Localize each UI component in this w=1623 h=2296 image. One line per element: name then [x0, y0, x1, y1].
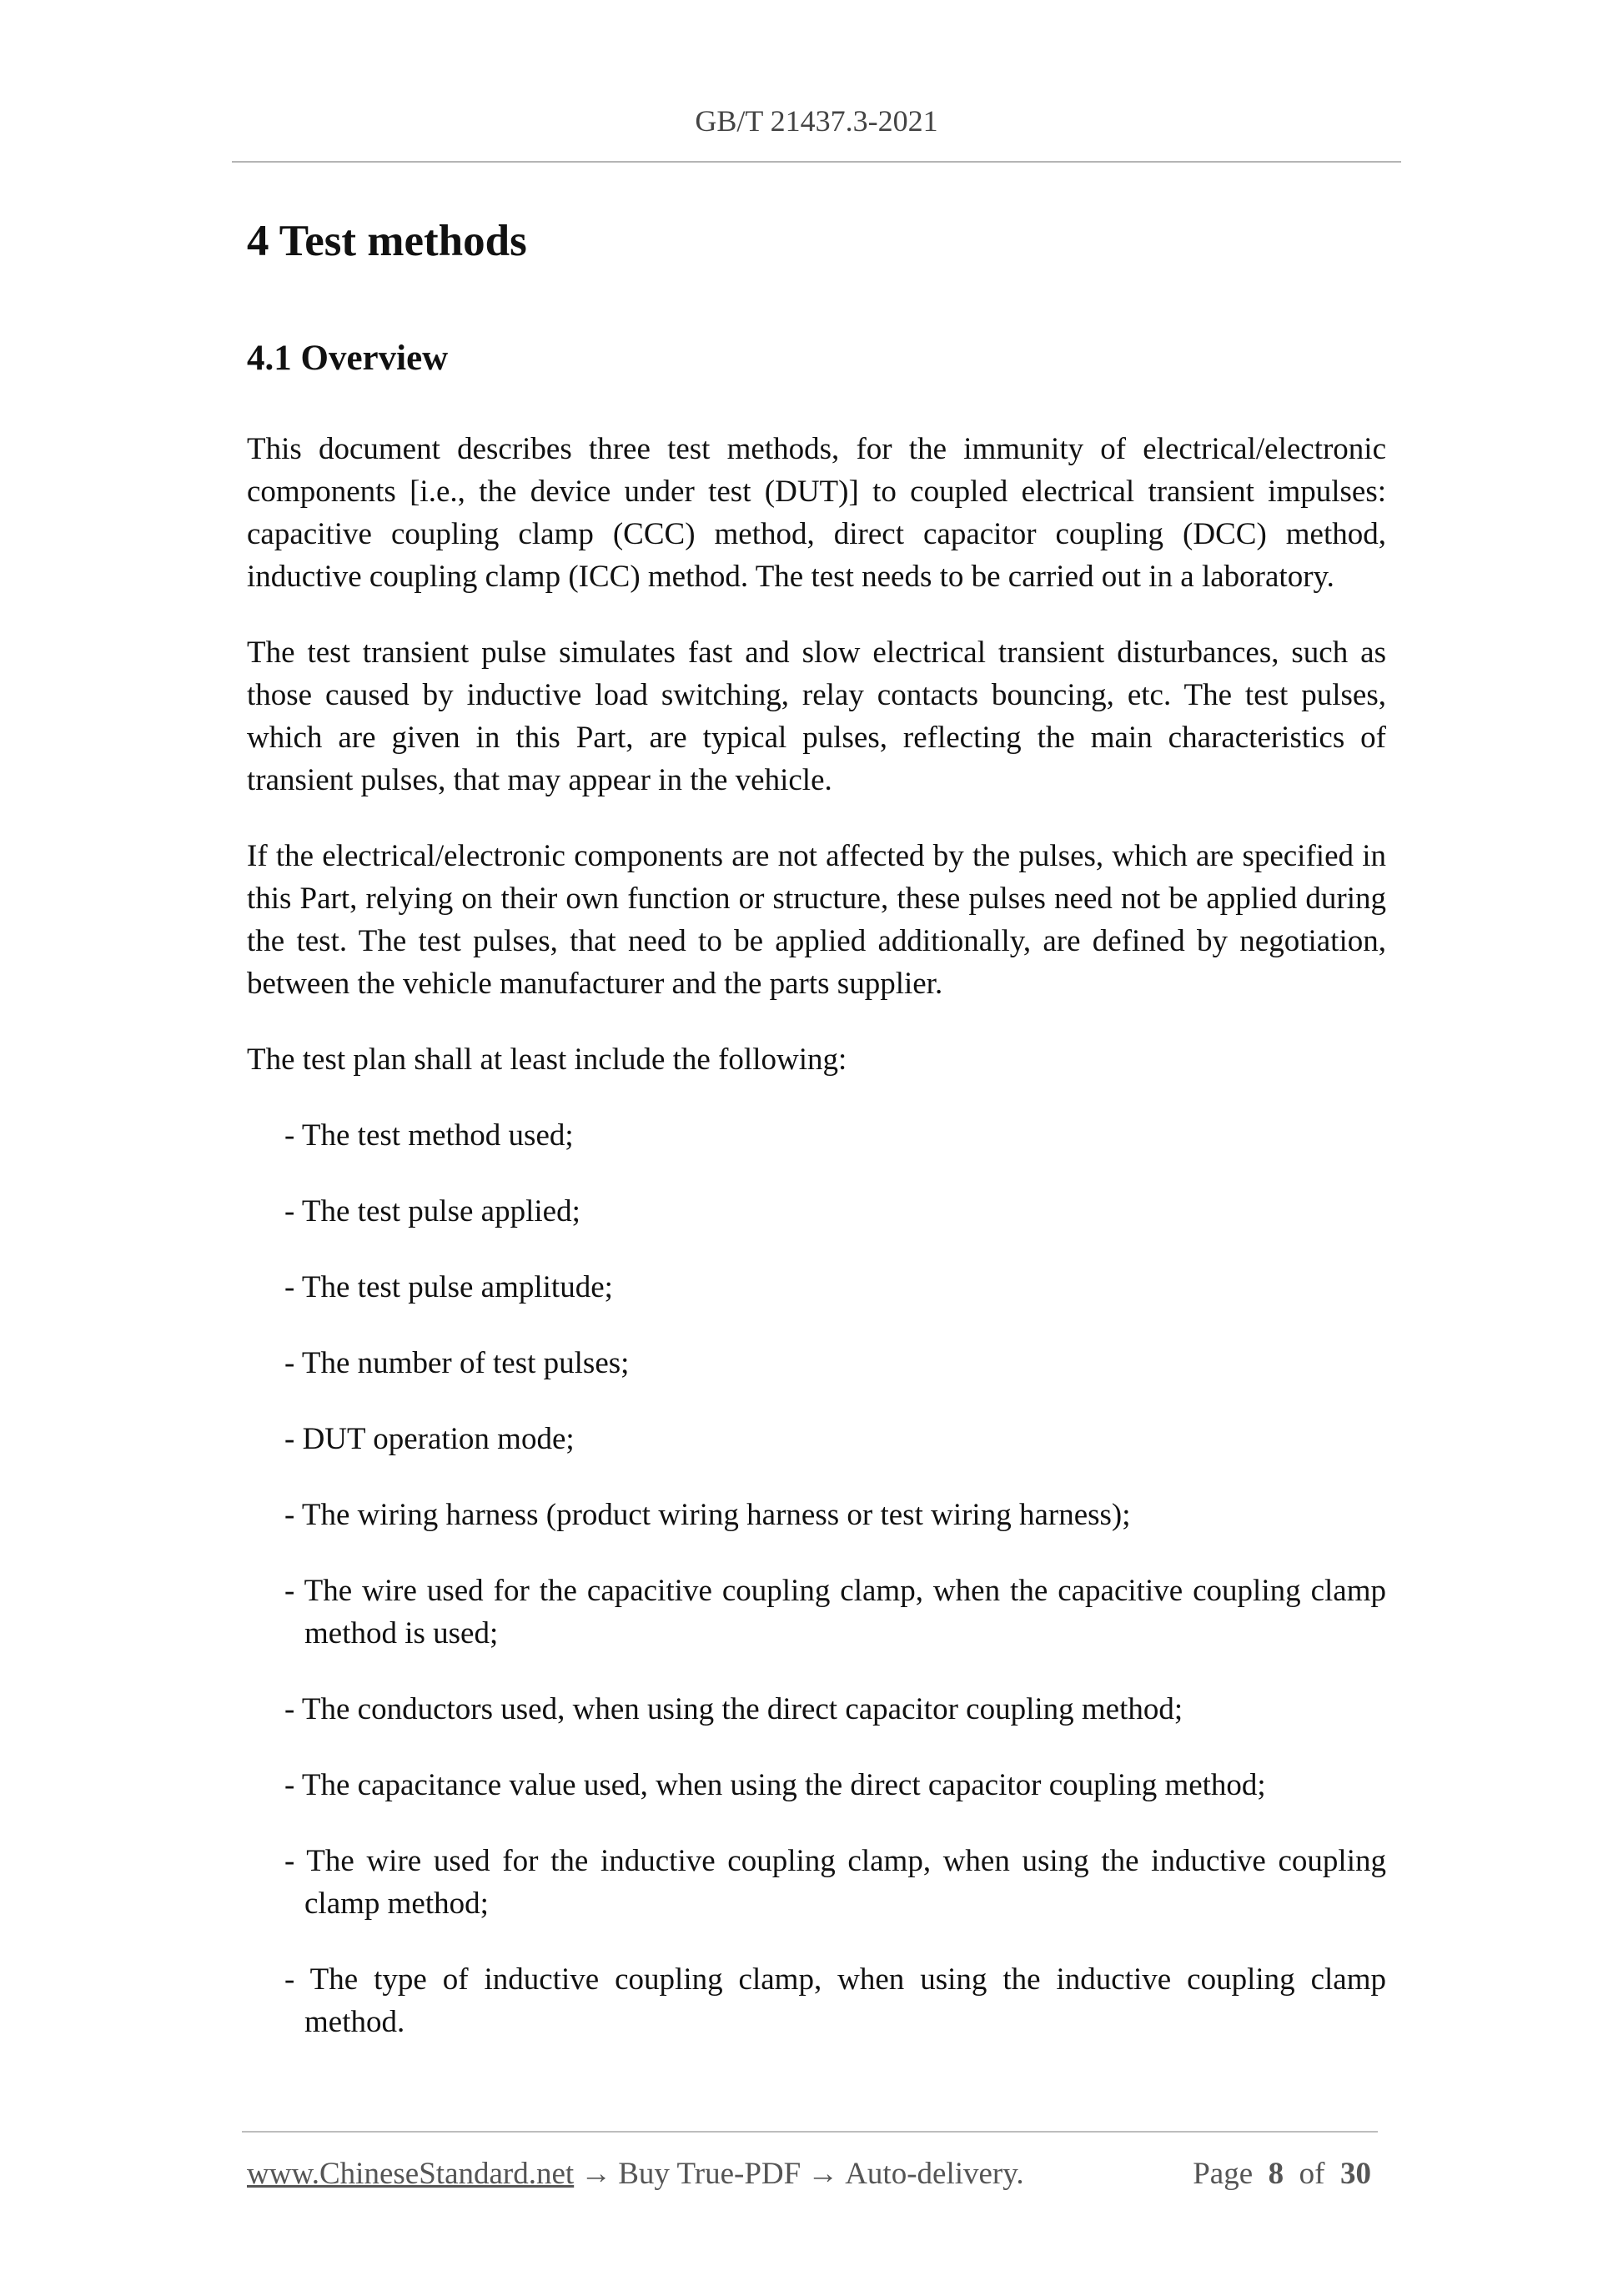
page-footer [247, 2153, 1378, 2195]
page-number [1193, 2153, 1371, 2195]
overview-paragraph-2: The test transient pulse simulates fast and slow electrical transient disturbances, such as those caused by inductive load switching, relay contacts bouncing, etc. The test pulses, which are given in this Part, are typical pulses, reflecting the main characteristics of transient pulses, that may appear in the vehicle. [247, 636, 1386, 798]
list-item: - The capacitance value used, when using the direct capacitor coupling method; [284, 1768, 1266, 1803]
overview-paragraph-3: If the electrical/electronic components are not affected by the pulses, which are specified in this Part, relying on their own function or structure, these pulses need not be applied during the test. The test pulses, that need to be applied additionally, are defined by negotiation, between the vehicle manufacturer and the parts supplier. [247, 839, 1386, 1002]
header-divider [232, 161, 1401, 163]
list-item: - The test pulse amplitude; [284, 1270, 613, 1305]
list-item: - The conductors used, when using the direct capacitor coupling method; [284, 1692, 1183, 1727]
overview-paragraph-1: This document describes three test methods, for the immunity of electrical/electronic components [i.e., the device under test (DUT)] to coupled electrical transient impulses: capacitive coupling clamp (CCC) method, direct capacitor coupling (DCC) method, inductive coupling clamp (ICC) method. The test needs to be carried out in a laboratory. [247, 432, 1386, 595]
section-title: 4 Test methods [247, 217, 527, 265]
list-item: - The wire used for the capacitive coupling clamp, when the capacitive coupling clamp method is used; [284, 1574, 1386, 1651]
list-item: - DUT operation mode; [284, 1422, 575, 1457]
list-item: - The wiring harness (product wiring harness or test wiring harness); [284, 1498, 1131, 1533]
buy-pdf-text: Buy True-PDF [618, 2157, 801, 2191]
site-link[interactable]: www.ChineseStandard.net [247, 2157, 575, 2191]
page-current: 8 [1268, 2157, 1284, 2191]
footer-divider [242, 2131, 1378, 2133]
page-total: 30 [1340, 2157, 1371, 2191]
list-item: - The wire used for the inductive coupling clamp, when using the inductive coupling clamp method; [284, 1844, 1386, 1922]
list-item: - The test method used; [284, 1118, 574, 1153]
auto-delivery-text: Auto-delivery. [845, 2157, 1024, 2191]
test-plan-list [247, 1114, 1386, 2043]
arrow-right-icon: → [807, 2157, 839, 2191]
arrow-right-icon: → [580, 2157, 612, 2191]
list-item: - The type of inductive coupling clamp, when using the inductive coupling clamp method. [284, 1962, 1386, 2040]
page-header-doc-id: GB/T 21437.3-2021 [695, 104, 938, 138]
footer-promo [247, 2153, 1024, 2195]
of-label: of [1299, 2157, 1325, 2191]
page-label: Page [1193, 2157, 1254, 2191]
subsection-title: 4.1 Overview [247, 338, 449, 378]
list-item: - The number of test pulses; [284, 1346, 630, 1381]
test-plan-intro: The test plan shall at least include the following: [247, 1042, 847, 1078]
page-content [247, 200, 1386, 2043]
list-item: - The test pulse applied; [284, 1194, 580, 1229]
